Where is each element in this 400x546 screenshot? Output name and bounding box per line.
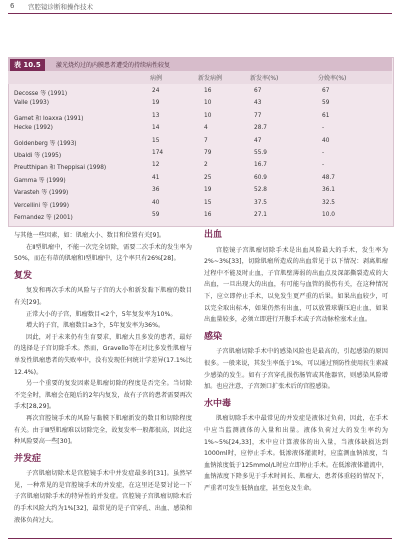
header-rule — [8, 13, 392, 14]
value-cell: 41 — [152, 174, 160, 181]
study-name-cell: Gamma 等 (1999) — [14, 177, 66, 184]
paragraph: 肌瘤切除手术中最常见的并发症是液体过负荷，因此，在手术中应当监测液体的入量和出量。液体负荷过大的发生率约为1%~5%[24,33]，术中应计算液体的出入量，当液体缺损达到1000ml时，应停止手术。低渗液体灌流时，应监测血钠浓度，当血钠浓度低于125mmol/L时应立即停止手术。在低渗液体灌流中，血钠浓度下降多见于手术时间长、肌瘤大、患者体重轻的情况下，严重者可发生低钠血症，甚至危及生命。 — [204, 415, 388, 492]
study-name-cell: Preutthipan 和 Theppisai (1998) — [14, 165, 107, 172]
paragraph: 再次宫腔镜手术的风险与黏膜下肌瘤新发的数目和切除程度有关。由于Ⅲ型肌瘤难以切除完全，故复发率一般都很高，因此这种风险要高一些[30]。 — [14, 414, 192, 446]
study-name-cell: Gamet 和 Ioaxxa (1991) — [14, 115, 84, 122]
table-row — [8, 199, 392, 208]
value-cell: 15 — [152, 137, 160, 144]
study-name-cell: Fernandez 等 (2001) — [14, 215, 73, 221]
value-cell: 16 — [204, 88, 212, 94]
table-col-header: 新发率(%) — [250, 75, 279, 82]
table-row — [8, 87, 392, 96]
left-column — [14, 230, 192, 526]
table-row — [8, 149, 392, 158]
study-name-cell: Hecke (1992) — [14, 125, 53, 132]
value-cell: 16.7 — [254, 162, 267, 169]
study-name-cell: Goldenberg 等 (1993) — [14, 140, 77, 147]
value-cell: 61 — [322, 112, 330, 119]
value-cell: 67 — [254, 88, 262, 94]
value-cell: 19 — [152, 100, 160, 107]
section-heading: 并发症 — [14, 453, 42, 464]
section-heading: 复发 — [14, 270, 33, 281]
table-col-header: 新发病例 — [198, 75, 223, 82]
paragraph: 另一个重要的复发因素是肌瘤切除的程度是否完全。当切除不完全时，肌瘤会在随后的2年内复发，故有子宫的患者需要再次手术[28,29]。 — [14, 380, 192, 411]
table-row — [8, 161, 392, 170]
value-cell: 77 — [254, 112, 262, 119]
value-cell: - — [322, 150, 325, 156]
value-cell: 10 — [204, 100, 212, 107]
value-cell: 13 — [152, 112, 160, 119]
value-cell: 12 — [152, 162, 160, 169]
section-heading: 感染 — [204, 331, 223, 342]
paragraph: 正常大小的子宫，肌瘤数目<2个，5年复发率为10%。 — [26, 310, 177, 318]
value-cell: - — [322, 162, 325, 169]
right-column — [204, 230, 388, 494]
value-cell: 4 — [204, 125, 208, 132]
paragraph: 与其他一些因素，如：肌瘤大小、数目和位置有关[9]。 — [14, 232, 166, 239]
value-cell: 47 — [254, 137, 262, 144]
study-name-cell: Varasteh 等 (1999) — [14, 190, 69, 197]
value-cell: 59 — [322, 100, 330, 107]
study-name-cell: Vercellini 等 (1999) — [14, 202, 69, 209]
value-cell: 174 — [152, 150, 164, 156]
table-row — [8, 137, 392, 146]
value-cell: 48.7 — [322, 174, 335, 181]
value-cell: 67 — [322, 88, 330, 94]
value-cell: - — [322, 125, 325, 132]
value-cell: 14 — [152, 125, 160, 132]
table-col-header: 病例 — [150, 75, 163, 82]
table-row — [8, 99, 392, 108]
running-header — [0, 0, 400, 20]
value-cell: 10.0 — [322, 212, 335, 218]
value-cell: 2 — [204, 162, 208, 169]
footer-rule — [8, 538, 392, 539]
running-title: 宫腔镜诊断和操作技术 — [28, 3, 93, 11]
value-cell: 16 — [204, 212, 212, 218]
value-cell: 59 — [152, 212, 160, 218]
value-cell: 52.8 — [254, 187, 267, 194]
value-cell: 28.7 — [254, 125, 267, 132]
paragraph: 增大的子宫，肌瘤数目≥3个，5年复发率为36%。 — [26, 322, 165, 330]
value-cell: 55.9 — [254, 150, 267, 156]
study-name-cell: Ubaldi 等 (1995) — [14, 153, 62, 159]
value-cell: 10 — [204, 112, 212, 119]
table-caption: 激光烧灼过的内膜患者遭受的持续病性较复 — [56, 62, 171, 69]
table-row — [8, 186, 392, 195]
value-cell: 79 — [204, 150, 212, 156]
table-row — [8, 124, 392, 133]
paragraph: 子宫肌瘤切除术是宫腔镜手术中并发症最多的[31]。虽然罕见，一种常见的是宫腔镜手术的并发症，在这里还是要讨论一下子宫肌瘤切除手术的特异性的并发症。宫腔镜子宫肌瘤切除术后的手术风险大约为1%[32]，最常见的是子宫穿孔、出血、感染和液体负荷过大。 — [14, 470, 192, 524]
value-cell: 36 — [152, 187, 160, 194]
table-row — [8, 174, 392, 183]
value-cell: 19 — [204, 187, 212, 194]
paragraph: 在Ⅱ型肌瘤中，不能一次完全切除，需要二次手术的发生率为50%，而在有蒂的肌瘤和Ⅰ型肌瘤中，这个率只有26%[28]。 — [14, 243, 192, 263]
study-name-cell: Valle (1993) — [14, 100, 49, 107]
section-heading: 出血 — [204, 230, 223, 240]
value-cell: 24 — [152, 88, 160, 94]
paragraph: 宫腔镜子宫肌瘤切除手术是出血风险最大的手术，发生率为2%~3%[33]，切除肌瘤所造成的出血常见于以下情况：剥离肌瘤过程中不能及时止血，子宫肌壁薄弱的出血点及深部撕裂造成的大出血，一旦出现大的出血，有可能与血管的损伤有关，在这种情况下，应立即停止手术，以免发生更严重的后果。如果出血较少，可以完全取出标本，如果仍然有出血，可以放置球囊压迫止血，如果出血量较多，必须立即进行开腹手术或子宫动脉栓塞术止血。 — [204, 246, 388, 324]
page-number: 6 — [10, 2, 15, 10]
value-cell: 43 — [254, 100, 262, 107]
table-col-header: 分娩率(%) — [318, 75, 347, 82]
value-cell: 15 — [204, 199, 212, 206]
value-cell: 37.5 — [254, 199, 267, 206]
value-cell: 40 — [322, 137, 330, 144]
value-cell: 32.5 — [322, 199, 335, 206]
value-cell: 60.9 — [254, 174, 267, 181]
section-heading: 水中毒 — [204, 398, 232, 409]
value-cell: 40 — [152, 199, 160, 206]
table-label: 表 10.5 — [10, 59, 45, 71]
paragraph: 子宫肌瘤切除手术中的感染风险也是最高的，引起感染的原因很多。一般来说，其发生率低于1%，可以通过预防性使用抗生素减少感染的发生。如有子宫穿孔损伤肠管或其他器官，则感染风险增加。也应注意，子宫颈口扩张术后的宫腔感染。 — [204, 348, 388, 391]
table-row — [8, 211, 392, 220]
study-name-cell: Decosse 等 (1991) — [14, 91, 68, 97]
table-row — [8, 112, 392, 121]
paragraph: 复发和再次手术的风险与子宫的大小和新发黏下肌瘤的数目有关[29]。 — [14, 287, 192, 306]
paragraph: 因此，对于未来仍有生育要求，肌瘤大且多发的患者，最好的选择是子宫切除手术。然而，Gravello等在对比多发性肌瘤与单发性肌瘤患者的失败率中，没有发现任何统计学差异(17.1%比12.4%)。 — [14, 333, 192, 376]
value-cell: 25 — [204, 174, 212, 181]
value-cell: 27.1 — [254, 212, 267, 218]
value-cell: 36.1 — [322, 187, 335, 194]
value-cell: 7 — [204, 137, 208, 144]
